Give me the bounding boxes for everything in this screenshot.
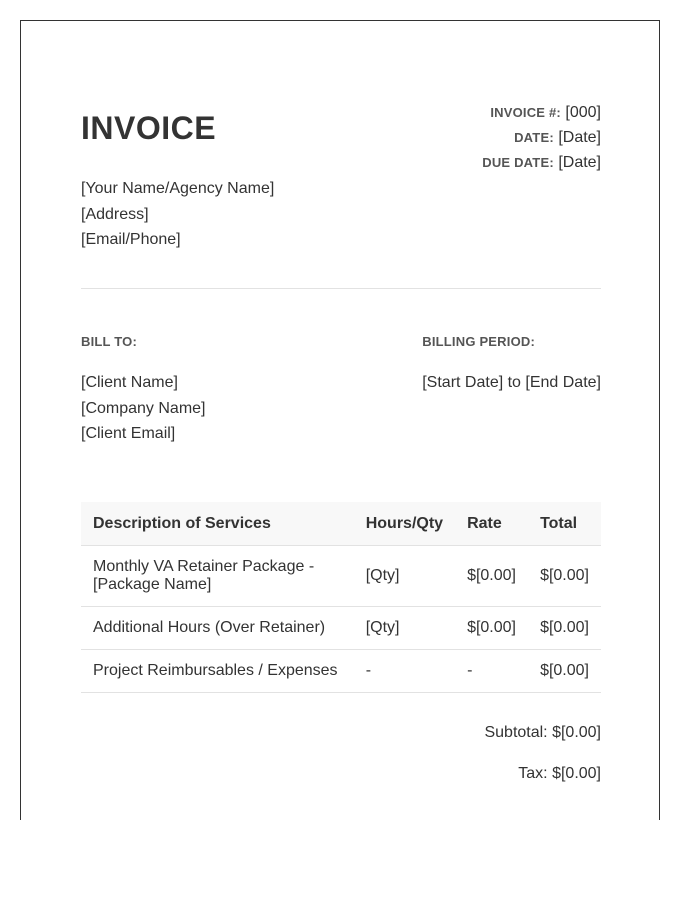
invoice-title: INVOICE — [81, 110, 217, 146]
cell-hours-qty: [Qty] — [354, 607, 455, 650]
column-header-rate: Rate — [455, 502, 528, 546]
invoice-meta — [482, 100, 601, 175]
sender-contact: [Email/Phone] — [81, 231, 181, 248]
cell-total: $[0.00] — [528, 546, 601, 607]
sender-details — [81, 176, 274, 253]
table-row — [81, 607, 601, 650]
cell-hours-qty: - — [354, 650, 455, 693]
cell-description: Additional Hours (Over Retainer) — [81, 607, 354, 650]
cell-rate: - — [455, 650, 528, 693]
table-row — [81, 546, 601, 607]
invoice-number-row — [482, 100, 601, 125]
cell-description: Project Reimbursables / Expenses — [81, 650, 354, 693]
sender-name: [Your Name/Agency Name] — [81, 180, 275, 197]
services-table — [81, 502, 601, 693]
billing-period-section — [422, 334, 601, 396]
bill-to-label: BILL TO: — [81, 334, 138, 349]
table-header-row — [81, 502, 601, 546]
sender-address: [Address] — [81, 205, 149, 223]
client-email: [Client Email] — [81, 425, 176, 442]
cell-hours-qty: [Qty] — [354, 546, 455, 607]
date-row — [482, 125, 601, 150]
due-date-label: DUE DATE: — [482, 155, 554, 170]
billing-period-value: [Start Date] to [End Date] — [422, 374, 601, 391]
cell-total: $[0.00] — [528, 607, 601, 650]
totals-section — [484, 724, 601, 806]
cell-description: Monthly VA Retainer Package - [Package Name] — [81, 546, 354, 607]
header-divider — [81, 288, 601, 289]
invoice-number-label: INVOICE #: — [490, 105, 561, 120]
subtotal-line: Subtotal: $[0.00] — [484, 724, 601, 741]
date-value: [Date] — [558, 129, 601, 146]
due-date-row — [482, 150, 601, 175]
invoice-page — [20, 20, 660, 820]
due-date-value: [Date] — [558, 154, 601, 171]
column-header-total: Total — [528, 502, 601, 546]
tax-line: Tax: $[0.00] — [518, 765, 601, 782]
bill-to-details — [81, 370, 206, 447]
column-header-hours-qty: Hours/Qty — [354, 502, 455, 546]
bill-to-section — [81, 334, 206, 447]
cell-rate: $[0.00] — [455, 607, 528, 650]
billing-period-label: BILLING PERIOD: — [422, 334, 536, 349]
client-name: [Client Name] — [81, 374, 178, 391]
company-name: [Company Name] — [81, 399, 206, 417]
cell-total: $[0.00] — [528, 650, 601, 693]
invoice-number-value: [000] — [565, 104, 601, 121]
date-label: DATE: — [514, 130, 554, 145]
cell-rate: $[0.00] — [455, 546, 528, 607]
table-row — [81, 650, 601, 693]
column-header-description: Description of Services — [81, 502, 354, 546]
